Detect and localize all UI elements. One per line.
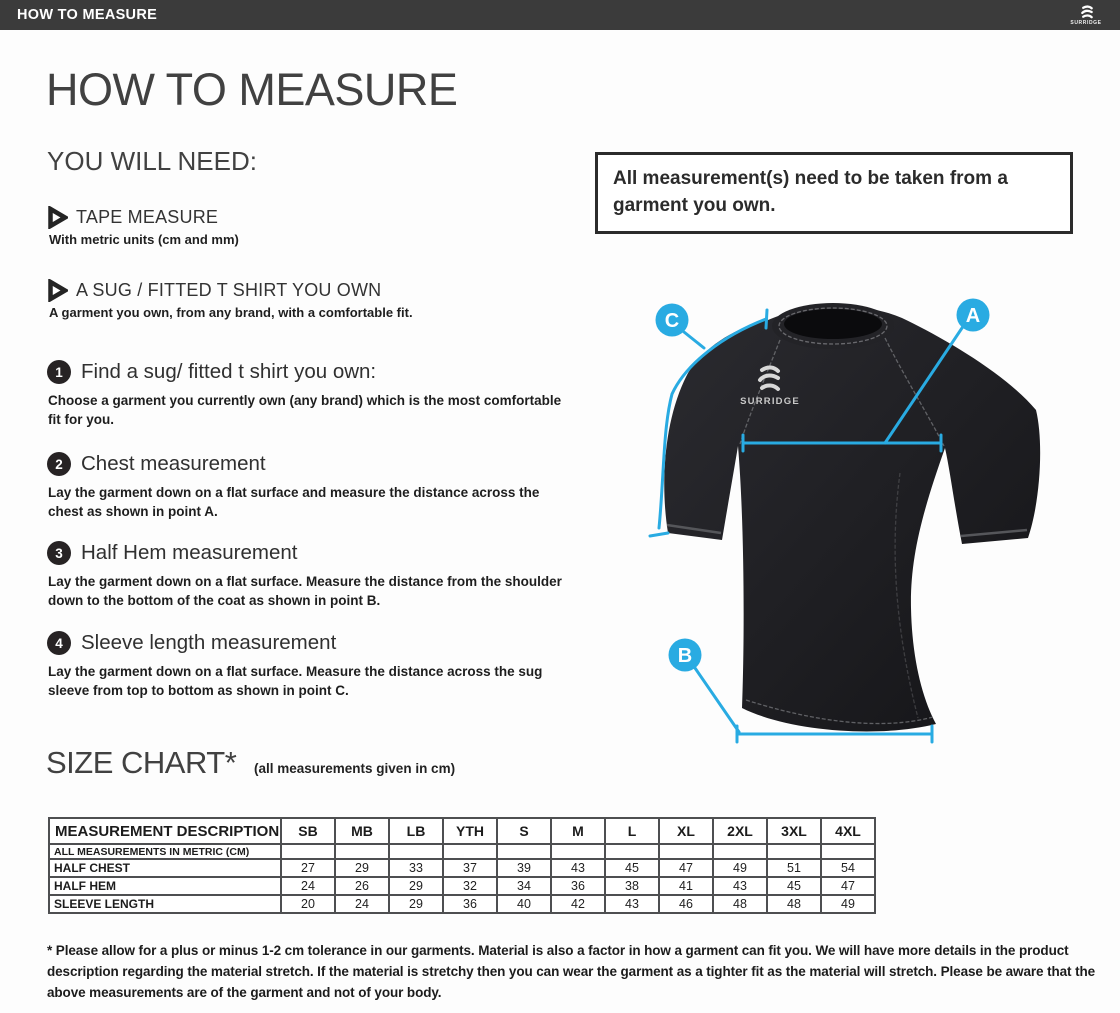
value-cell: 39 — [497, 859, 551, 877]
header-cell: MEASUREMENT DESCRIPTION — [49, 818, 281, 844]
metric-empty-cell — [281, 844, 335, 859]
surridge-s-mark-icon — [1079, 5, 1094, 19]
shirt-logo-text: SURRIDGE — [740, 396, 800, 407]
value-cell: 43 — [713, 877, 767, 895]
triangle-bullet-icon — [47, 206, 68, 229]
notice-text: All measurement(s) need to be taken from a garment you own. — [613, 168, 1008, 216]
row-label-cell: HALF CHEST — [49, 859, 281, 877]
value-cell: 51 — [767, 859, 821, 877]
step-desc: Choose a garment you currently own (any brand) which is the most comfortable fit for you. — [48, 393, 562, 428]
value-cell: 20 — [281, 895, 335, 913]
value-cell: 29 — [335, 859, 389, 877]
value-cell: 54 — [821, 859, 875, 877]
step-title: Chest measurement — [81, 452, 266, 475]
you-will-need-heading: YOU WILL NEED: — [47, 146, 257, 176]
metric-empty-cell — [659, 844, 713, 859]
metric-empty-cell — [605, 844, 659, 859]
header-cell: YTH — [443, 818, 497, 844]
step-2 — [47, 452, 592, 522]
header-row — [49, 818, 875, 844]
size-chart-heading: SIZE CHART* — [46, 745, 237, 780]
step-title: Half Hem measurement — [81, 541, 298, 564]
table-row — [49, 895, 875, 913]
triangle-bullet-icon — [47, 279, 68, 302]
metric-empty-cell — [335, 844, 389, 859]
need-item-title: TAPE MEASURE — [76, 207, 219, 227]
value-cell: 48 — [713, 895, 767, 913]
shirt-measurement-diagram — [600, 288, 1060, 803]
value-cell: 29 — [389, 895, 443, 913]
svg-text:A: A — [965, 305, 981, 327]
metric-empty-cell — [551, 844, 605, 859]
brand-wordmark: SURRIDGE — [1070, 19, 1102, 26]
step-title: Find a sug/ fitted t shirt you own: — [81, 360, 377, 383]
topbar — [0, 0, 1120, 30]
header-cell: L — [605, 818, 659, 844]
table-row — [49, 877, 875, 895]
need-item-desc: With metric units (cm and mm) — [49, 232, 239, 247]
step-number-badge: 2 — [47, 452, 71, 476]
value-cell: 38 — [605, 877, 659, 895]
row-label-cell: HALF HEM — [49, 877, 281, 895]
value-cell: 37 — [443, 859, 497, 877]
step-desc: Lay the garment down on a flat surface. Measure the distance across the sug sleeve from top to bottom as shown in point C. — [48, 664, 543, 699]
topbar-title: HOW TO MEASURE — [17, 7, 158, 23]
value-cell: 49 — [821, 895, 875, 913]
surridge-logo[interactable] — [1061, 2, 1111, 28]
value-cell: 41 — [659, 877, 713, 895]
value-cell: 49 — [713, 859, 767, 877]
size-chart-note: (all measurements given in cm) — [254, 761, 456, 776]
page-title: HOW TO MEASURE — [46, 64, 458, 115]
metric-empty-cell — [443, 844, 497, 859]
value-cell: 42 — [551, 895, 605, 913]
size-chart-header — [49, 818, 875, 844]
value-cell: 24 — [281, 877, 335, 895]
need-item-tape-measure — [47, 206, 239, 247]
header-cell: M — [551, 818, 605, 844]
value-cell: 48 — [767, 895, 821, 913]
step-desc: Lay the garment down on a flat surface. Measure the distance from the shoulder down to the bottom of the coat as shown in point B. — [48, 574, 562, 609]
value-cell: 45 — [767, 877, 821, 895]
need-item-title: A SUG / FITTED T SHIRT YOU OWN — [76, 280, 382, 300]
value-cell: 36 — [551, 877, 605, 895]
metric-label-cell: ALL MEASUREMENTS IN METRIC (CM) — [49, 844, 281, 859]
header-cell: XL — [659, 818, 713, 844]
header-cell: 4XL — [821, 818, 875, 844]
value-cell: 27 — [281, 859, 335, 877]
shirt-graphic — [664, 303, 1040, 731]
table-row — [49, 859, 875, 877]
metric-empty-cell — [767, 844, 821, 859]
metric-empty-cell — [497, 844, 551, 859]
value-cell: 43 — [551, 859, 605, 877]
value-cell: 29 — [389, 877, 443, 895]
need-item-fitted-shirt — [47, 279, 413, 320]
value-cell: 46 — [659, 895, 713, 913]
label-b-badge — [669, 639, 702, 672]
header-cell: LB — [389, 818, 443, 844]
value-cell: 32 — [443, 877, 497, 895]
value-cell: 40 — [497, 895, 551, 913]
step-number-badge: 3 — [47, 541, 71, 565]
header-cell: S — [497, 818, 551, 844]
metric-empty-cell — [713, 844, 767, 859]
step-4 — [47, 631, 592, 701]
value-cell: 24 — [335, 895, 389, 913]
svg-text:B: B — [677, 645, 693, 667]
label-c-badge — [656, 304, 689, 337]
value-cell: 34 — [497, 877, 551, 895]
step-number-badge: 1 — [47, 360, 71, 384]
value-cell: 33 — [389, 859, 443, 877]
value-cell: 47 — [659, 859, 713, 877]
value-cell: 43 — [605, 895, 659, 913]
notice-box — [595, 152, 1073, 234]
svg-text:C: C — [664, 310, 680, 332]
label-a-badge — [957, 299, 990, 332]
size-chart-table — [48, 817, 876, 914]
value-cell: 45 — [605, 859, 659, 877]
step-desc: Lay the garment down on a flat surface and measure the distance across the chest as shown in point A. — [48, 485, 540, 520]
row-label-cell: SLEEVE LENGTH — [49, 895, 281, 913]
header-cell: 3XL — [767, 818, 821, 844]
header-cell: SB — [281, 818, 335, 844]
step-1 — [47, 360, 592, 430]
value-cell: 26 — [335, 877, 389, 895]
step-3 — [47, 541, 592, 611]
need-item-desc: A garment you own, from any brand, with a comfortable fit. — [49, 305, 413, 320]
metric-empty-cell — [821, 844, 875, 859]
step-number-badge: 4 — [47, 631, 71, 655]
step-title: Sleeve length measurement — [81, 631, 337, 654]
header-cell: MB — [335, 818, 389, 844]
value-cell: 47 — [821, 877, 875, 895]
disclaimer-text: * Please allow for a plus or minus 1-2 cm tolerance in our garments. Material is also a factor in how a garment can fit you. We will have more details in the product description regarding the material stretch. If the material is stretchy then you can wear the garment as a tighter fit as the material will stretch. Please be aware that the above measurements are of the garment and not of your body. — [47, 943, 1096, 1001]
metric-empty-cell — [389, 844, 443, 859]
header-cell: 2XL — [713, 818, 767, 844]
metric-row — [49, 844, 875, 859]
value-cell: 36 — [443, 895, 497, 913]
size-chart-body — [49, 844, 875, 913]
